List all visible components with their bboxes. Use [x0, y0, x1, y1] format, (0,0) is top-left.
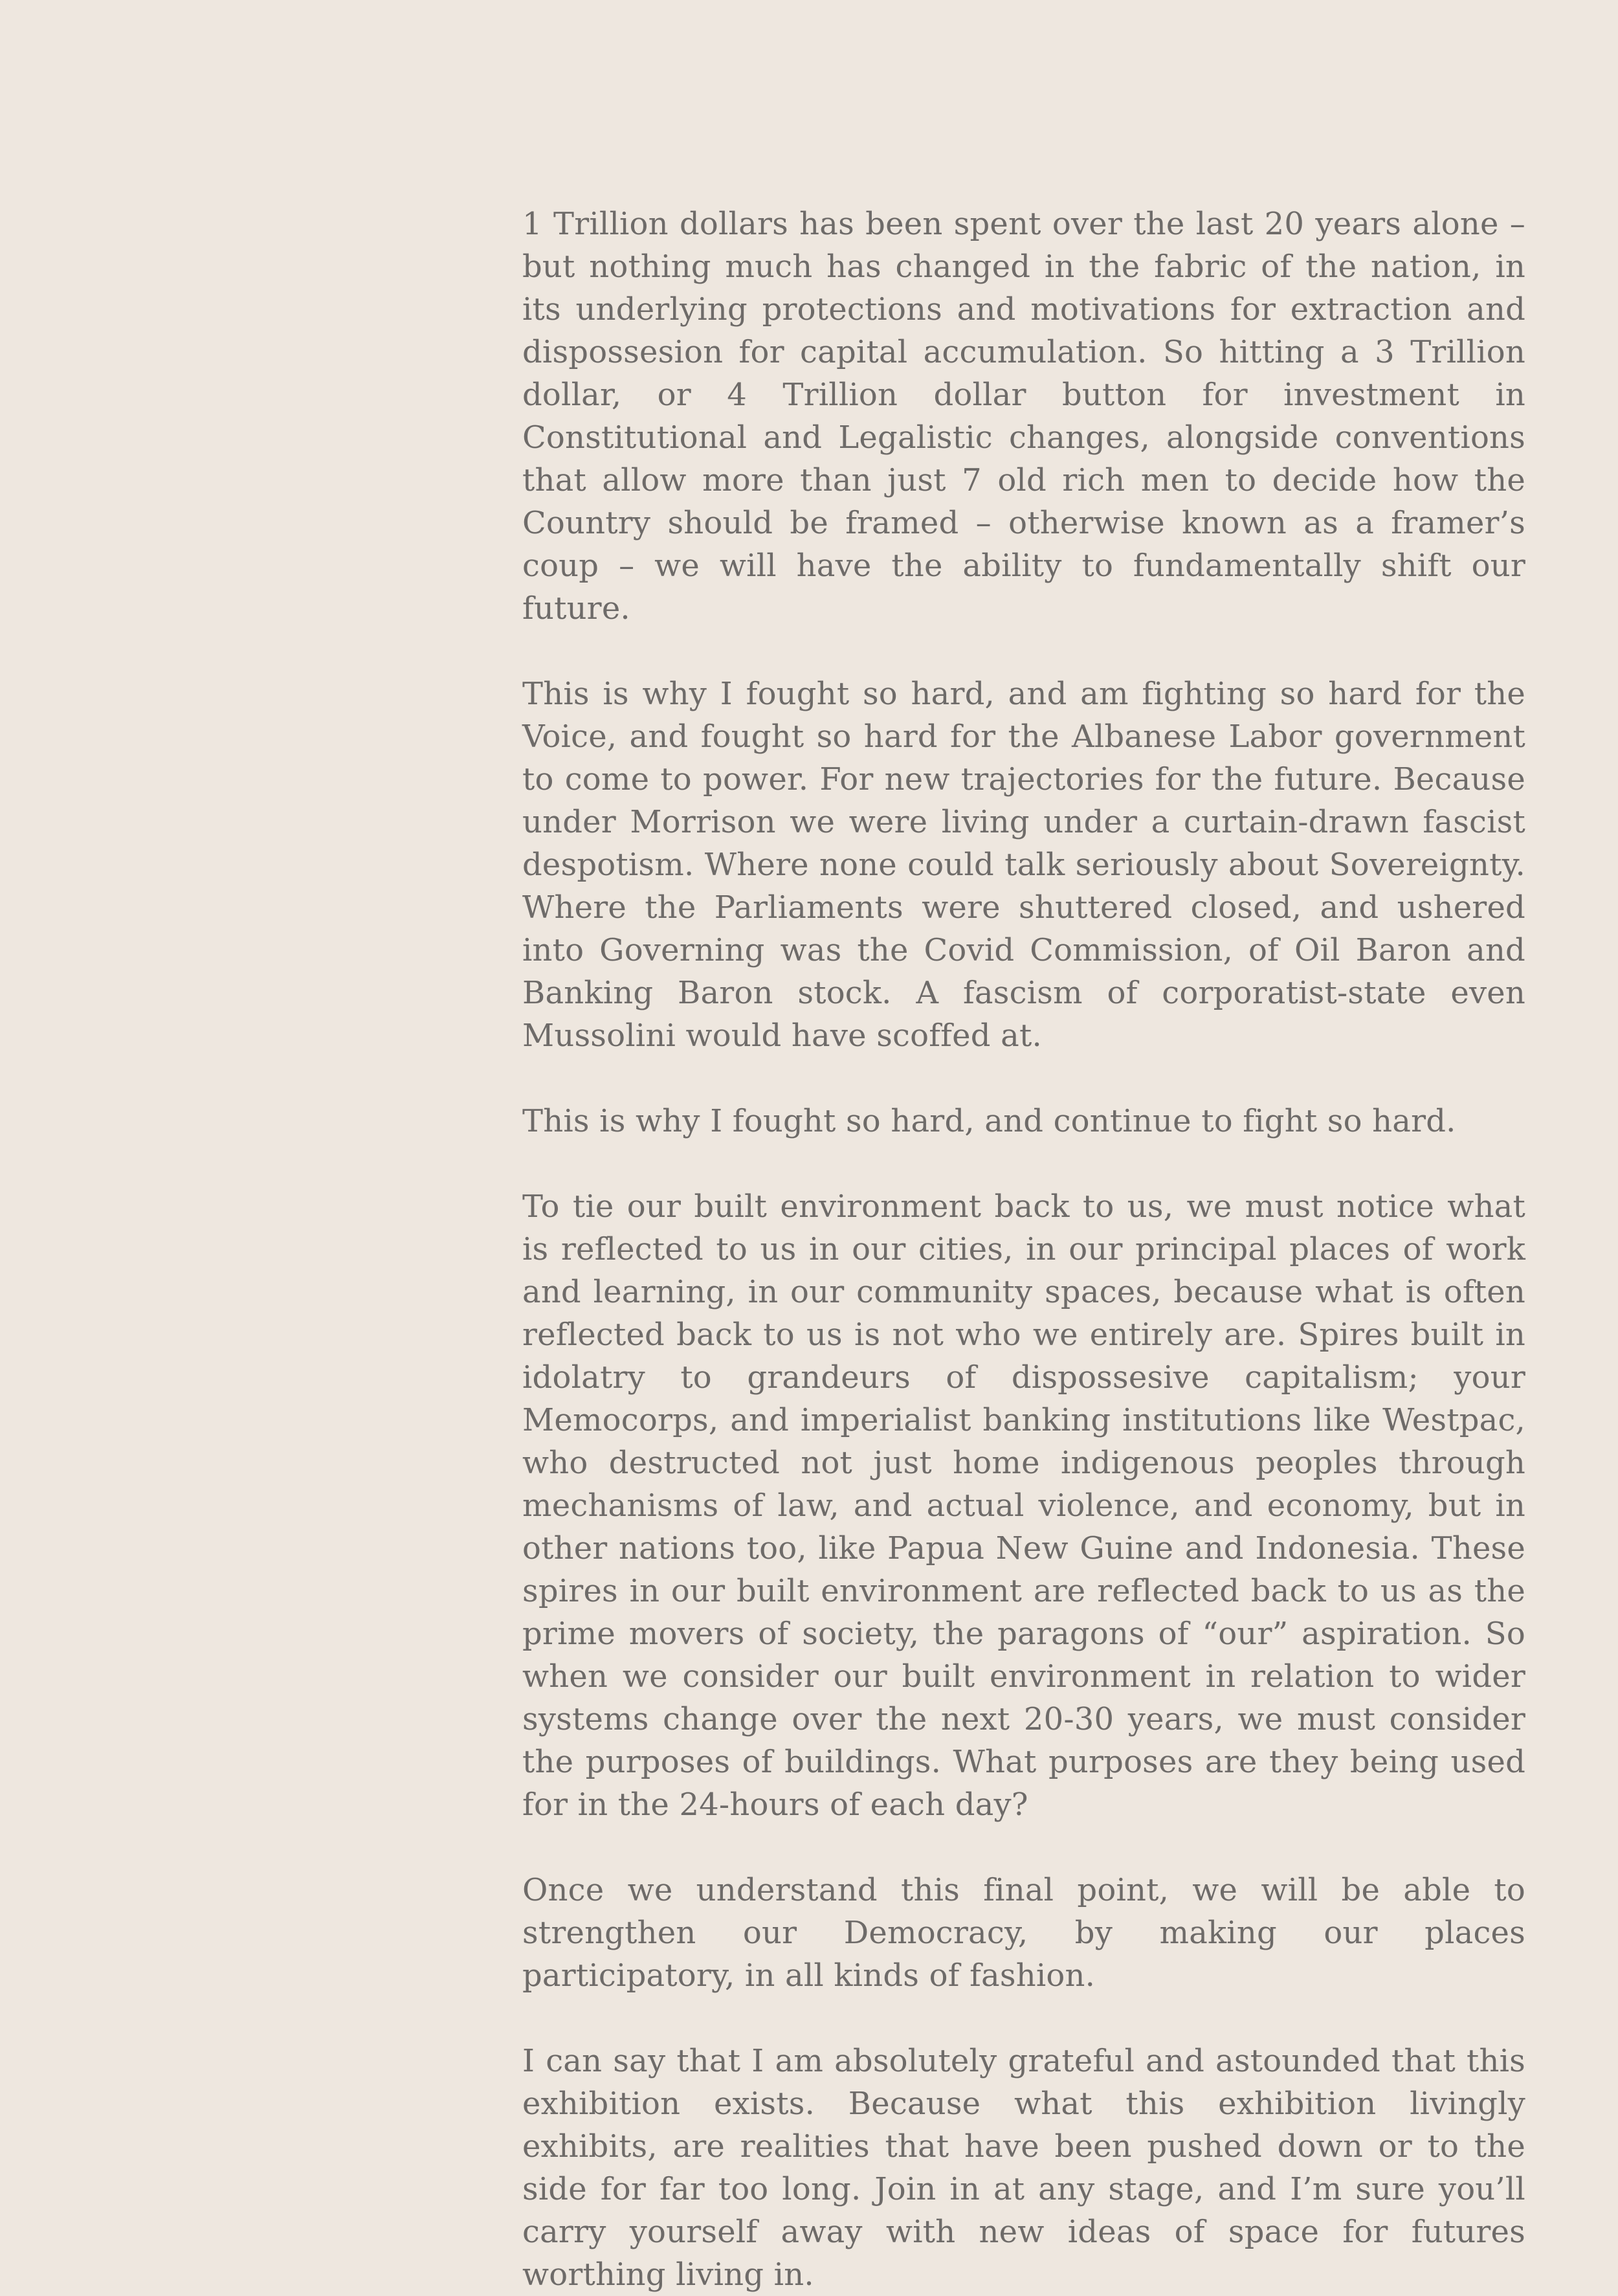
- paragraph-built-environment: To tie our built environment back to us, we must notice what is reflected to us in our cities, in our principal places of work and learning, in our community spaces, because what is often reflected back to us is not who we entirely are. Spires built in idolatry to grandeurs of dispossesive capitalism; your Memocorps, and imperialist banking institutions like Westpac, who destructed not just home indigenous peoples through mechanisms of law, and actual violence, and economy, but in other nations too, like Papua New Guine and Indonesia. These spires in our built environment are reflected back to us as the prime movers of society, the paragons of “our” aspiration. So when we consider our built environment in relation to wider systems change over the next 20-30 years, we must consider the purposes of buildings. What purposes are they being used for in the 24-hours of each day?: [522, 1188, 1525, 1823]
- paragraph-democracy: Once we understand this final point, we will be able to strengthen our Democracy, by making our places participatory, in all kinds of fashion.: [522, 1872, 1525, 1994]
- paragraph-continue-fight: This is why I fought so hard, and continue to fight so hard.: [522, 1103, 1456, 1139]
- paragraph-voice: This is why I fought so hard, and am fighting so hard for the Voice, and fought so hard for the Albanese Labor government to come to power. For new trajectories for the future. Because under Morrison we were living under a curtain-drawn fascist despotism. Where none could talk seriously about Sovereignty. Where the Parliaments were shuttered closed, and ushered into Governing was the Covid Commission, of Oil Baron and Banking Baron stock. A fascism of corporatist-state even Mussolini would have scoffed at.: [522, 676, 1525, 1054]
- essay-text-column: [522, 203, 1525, 2296]
- paragraph-exhibition: I can say that I am absolutely grateful and astounded that this exhibition exists. Because what this exhibition livingly exhibits, are realities that have been pushed down or to the side for far too long. Join in at any stage, and I’m sure you’ll carry yourself away with new ideas of space for futures worthing living in.: [522, 2043, 1525, 2293]
- paragraph-investment: 1 Trillion dollars has been spent over the last 20 years alone – but nothing much has changed in the fabric of the nation, in its underlying protections and motivations for extraction and dispossesion for capital accumulation. So hitting a 3 Trillion dollar, or 4 Trillion dollar button for investment in Constitutional and Legalistic changes, alongside conventions that allow more than just 7 old rich men to decide how the Country should be framed – otherwise known as a framer’s coup – we will have the ability to fundamentally shift our future.: [522, 206, 1525, 627]
